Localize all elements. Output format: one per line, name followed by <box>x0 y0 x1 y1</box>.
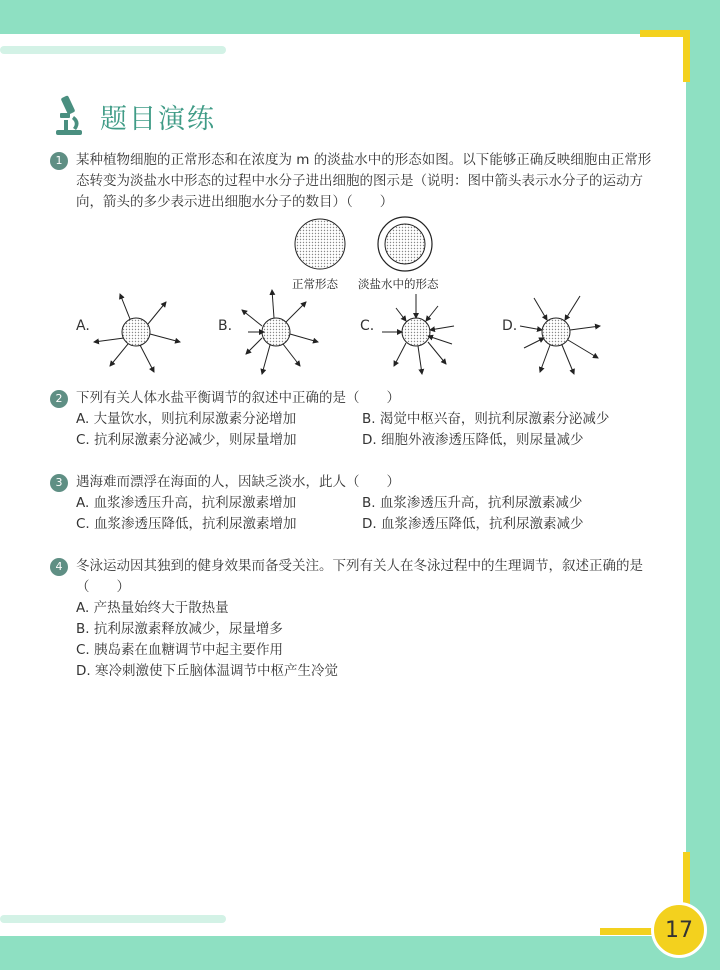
option-b-label: B. <box>218 318 233 334</box>
option-d: D. 血浆渗透压降低，抗利尿激素减少 <box>362 516 584 532</box>
corner-decor-top-right-vertical <box>683 30 690 82</box>
question-number-badge: 1 <box>50 152 68 170</box>
normal-cell <box>295 219 345 269</box>
option-a: A. 产热量始终大于散热量 <box>76 600 229 616</box>
option-grid <box>76 409 662 451</box>
microscope-icon <box>50 94 86 138</box>
question-text: 下列有关人体水盐平衡调节的叙述中正确的是（ ） <box>76 390 400 406</box>
label-salt-water-form: 淡盐水中的形态 <box>358 277 439 291</box>
option-b: B. 抗利尿激素释放减少，尿量增多 <box>76 621 283 637</box>
option-b: B. 血浆渗透压升高，抗利尿激素减少 <box>362 495 583 511</box>
option-d-label: D. <box>502 318 518 334</box>
question-text: 某种植物细胞的正常形态和在浓度为 m 的淡盐水中的形态如图。以下能够正确反映细胞由正常形态转变为淡盐水中形态的过程中水分子进出细胞的图示是（说明：图中箭头表示水分子的运动方向，箭头的多少表示进出细胞水分子的数目）（ ） <box>76 152 652 210</box>
option-grid <box>76 493 662 535</box>
question-1 <box>50 150 662 213</box>
option-c-label: C. <box>360 318 375 334</box>
question-text: 冬泳运动因其独到的健身效果而备受关注。下列有关人在冬泳过程中的生理调节，叙述正确的是（ ） <box>76 558 643 595</box>
salt-water-cell <box>378 217 432 271</box>
option-d-cell <box>520 296 600 374</box>
top-decor-bar <box>0 46 226 54</box>
option-c: C. 抗利尿激素分泌减少，则尿量增加 <box>76 432 297 448</box>
bottom-decor-bar <box>0 915 226 923</box>
option-c: C. 胰岛素在血糖调节中起主要作用 <box>76 642 284 658</box>
option-list <box>76 598 662 682</box>
cell-diagram <box>50 214 650 380</box>
option-b-cell <box>242 290 318 374</box>
question-2 <box>50 388 662 451</box>
option-b: B. 渴觉中枢兴奋，则抗利尿激素分泌减少 <box>362 411 610 427</box>
option-a-cell <box>94 294 180 372</box>
option-a: A. 大量饮水，则抗利尿激素分泌增加 <box>76 411 297 427</box>
section-header <box>50 92 216 140</box>
option-a-label: A. <box>76 318 90 334</box>
option-a: A. 血浆渗透压升高，抗利尿激素增加 <box>76 495 297 511</box>
option-d: D. 细胞外液渗透压降低，则尿量减少 <box>362 432 584 448</box>
option-c: C. 血浆渗透压降低，抗利尿激素增加 <box>76 516 297 532</box>
question-text: 遇海难而漂浮在海面的人，因缺乏淡水，此人（ ） <box>76 474 400 490</box>
question-3 <box>50 472 662 535</box>
section-title: 题目演练 <box>100 103 216 135</box>
option-c-cell <box>382 294 454 374</box>
question-number-badge: 2 <box>50 390 68 408</box>
cell-osmosis-figure <box>50 214 650 380</box>
question-number-badge: 3 <box>50 474 68 492</box>
question-4 <box>50 556 662 682</box>
label-normal-form: 正常形态 <box>292 277 338 291</box>
page-number: 17 <box>651 902 707 958</box>
question-number-badge: 4 <box>50 558 68 576</box>
option-d: D. 寒冷刺激使下丘脑体温调节中枢产生冷觉 <box>76 663 338 679</box>
